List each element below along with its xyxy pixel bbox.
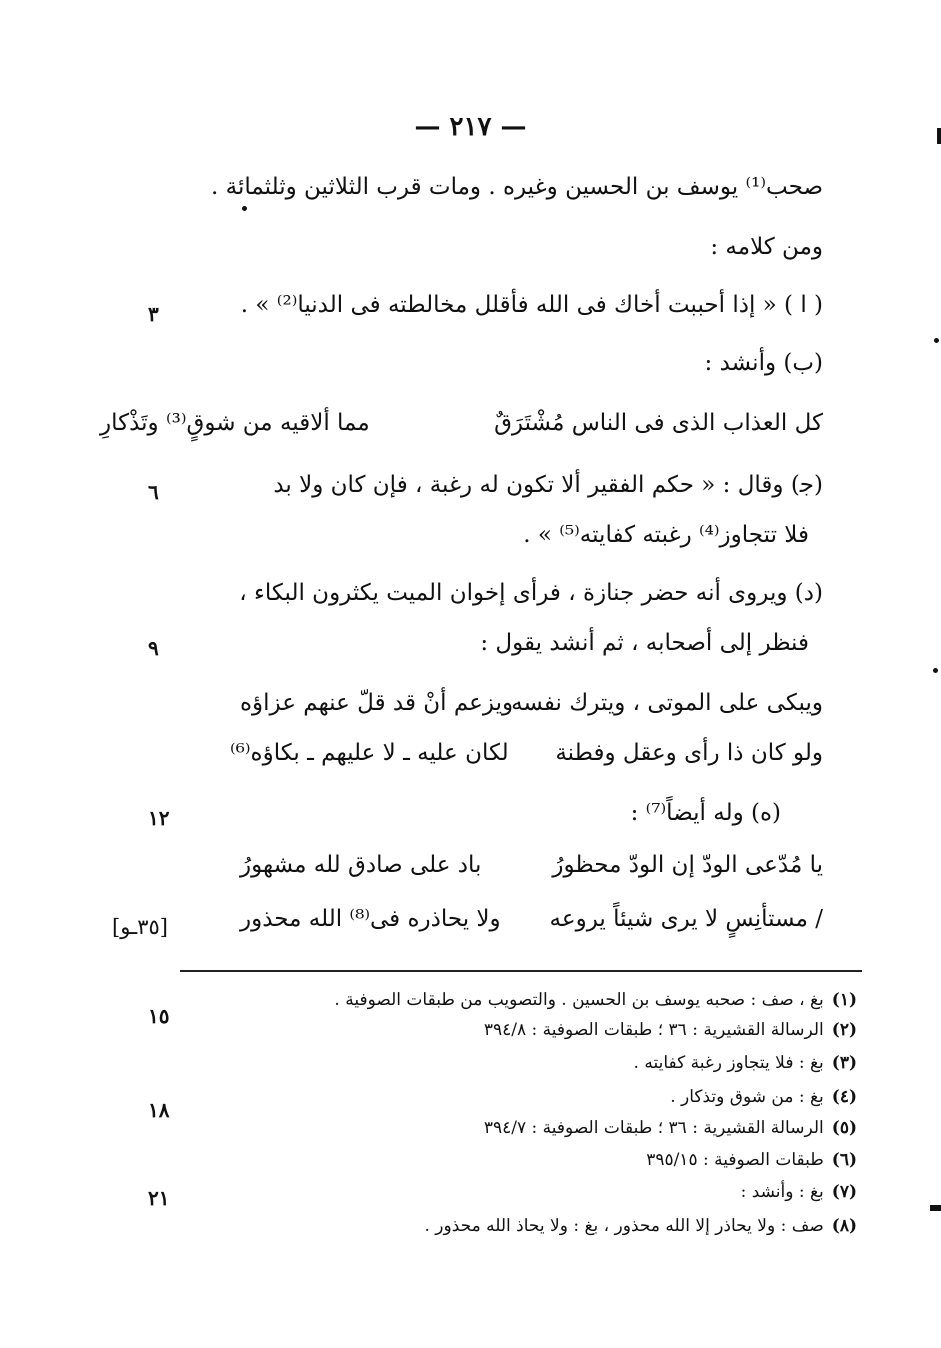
footnote-number: (٧) bbox=[831, 1182, 857, 1202]
footnote-4 bbox=[670, 1087, 857, 1107]
footnote-5 bbox=[484, 1118, 857, 1138]
footnote-text: الرسالة القشيرية : ٣٦ ؛ طبقات الصوفية : ٣٩٤/٧ bbox=[483, 1118, 824, 1138]
verse-2-left: ويزعم أنْ قد قلّ عنهم عزاؤه bbox=[240, 690, 514, 716]
footnote-text: بغ : فلا يتجاوز رغبة كفايته . bbox=[633, 1053, 824, 1073]
item-c-line-2: فلا تتجاوز⁽⁴⁾ رغبته كفايته⁽⁵⁾ » . bbox=[523, 522, 809, 548]
item-e: (ه) وله أيضاً⁽⁷⁾ : bbox=[630, 800, 781, 826]
edge-mark bbox=[937, 128, 941, 144]
edge-mark bbox=[930, 1205, 941, 1211]
footnote-number: (٣) bbox=[831, 1053, 857, 1073]
text-line-1: صحب⁽¹⁾ يوسف بن الحسين وغيره . ومات قرب الثلاثين وثلثمائة . bbox=[211, 174, 823, 200]
footnote-number: (٤) bbox=[831, 1087, 857, 1107]
footnote-number: (٢) bbox=[831, 1020, 857, 1040]
footnote-text: بغ : وأنشد : bbox=[740, 1182, 824, 1202]
item-d-line-2: فنظر إلى أصحابه ، ثم أنشد يقول : bbox=[480, 630, 809, 656]
line-number-12: ١٢ bbox=[148, 806, 170, 830]
scan-speck bbox=[934, 338, 939, 343]
verse-2-right: ويبكى على الموتى ، ويترك نفسه bbox=[511, 690, 823, 716]
item-c-line-1: (ﺟ) وقال : « حكم الفقير ألا تكون له رغبة ، فإن كان ولا بد bbox=[273, 472, 823, 498]
footnote-3 bbox=[634, 1053, 857, 1073]
footnote-1 bbox=[334, 990, 857, 1010]
line-number-6: ٦ bbox=[148, 480, 159, 504]
footnote-2 bbox=[484, 1020, 857, 1040]
verse-3-left: لكان عليه ـ لا عليهم ـ بكاؤه⁽⁶⁾ bbox=[230, 740, 509, 766]
footnote-text: الرسالة القشيرية : ٣٦ ؛ طبقات الصوفية : ٣٩٤/٨ bbox=[483, 1020, 824, 1040]
footnote-text: صف : ولا يحاذر إلا الله محذور ، بغ : ولا يحاذ الله محذور . bbox=[424, 1216, 824, 1236]
footnote-6 bbox=[646, 1150, 857, 1170]
footnote-number: (٨) bbox=[831, 1216, 857, 1236]
footnote-text: بغ ، صف : صحبه يوسف بن الحسين . والتصويب من طبقات الصوفية . bbox=[334, 990, 824, 1010]
scan-speck bbox=[933, 668, 938, 673]
footnote-text: طبقات الصوفية : ٣٩٥/١٥ bbox=[646, 1150, 824, 1170]
footnote-number: (٥) bbox=[831, 1118, 857, 1138]
line-number-15: ١٥ bbox=[148, 1004, 170, 1028]
line-number-21: ٢١ bbox=[148, 1186, 170, 1210]
footnote-number: (٦) bbox=[831, 1150, 857, 1170]
page-number: — ٢١٧ — bbox=[414, 112, 527, 142]
line-number-3: ٣ bbox=[148, 302, 159, 326]
verse-1-left: مما ألاقيه من شوقٍ⁽³⁾ وتَذْكارِ bbox=[100, 410, 370, 436]
item-d-line-1: (د) ويروى أنه حضر جنازة ، فرأى إخوان الميت يكثرون البكاء ، bbox=[239, 580, 823, 606]
footnote-number: (١) bbox=[831, 990, 857, 1010]
footnote-7 bbox=[741, 1182, 857, 1202]
item-b: (ب) وأنشد : bbox=[704, 350, 823, 376]
footnote-8 bbox=[424, 1216, 857, 1236]
item-a: ( ا ) « إذا أحببت أخاك فى الله فأقلل مخالطته فى الدنيا⁽²⁾ » . bbox=[240, 292, 823, 318]
footnote-separator bbox=[180, 970, 862, 972]
verse-4-right: يا مُدّعى الودّ إن الودّ محظورُ bbox=[552, 852, 823, 878]
line-number-9: ٩ bbox=[148, 636, 159, 660]
text-line-2: ومن كلامه : bbox=[710, 234, 823, 260]
scan-speck bbox=[242, 206, 247, 211]
verse-3-right: ولو كان ذا رأى وعقل وفطنة bbox=[555, 740, 823, 766]
verse-5-right: / مستأنِسٍ لا يرى شيئاً يروعه bbox=[549, 906, 823, 932]
line-number-18: ١٨ bbox=[148, 1098, 170, 1122]
verse-5-left: ولا يحاذره فى⁽⁸⁾ الله محذور bbox=[240, 906, 501, 932]
folio-reference: [٣٥ـو] bbox=[112, 915, 168, 939]
verse-4-left: باد على صادق لله مشهورُ bbox=[240, 852, 482, 878]
footnote-text: بغ : من شوق وتذكار . bbox=[670, 1087, 824, 1107]
verse-1-right: كل العذاب الذى فى الناس مُشْتَرَقٌ bbox=[494, 410, 823, 436]
